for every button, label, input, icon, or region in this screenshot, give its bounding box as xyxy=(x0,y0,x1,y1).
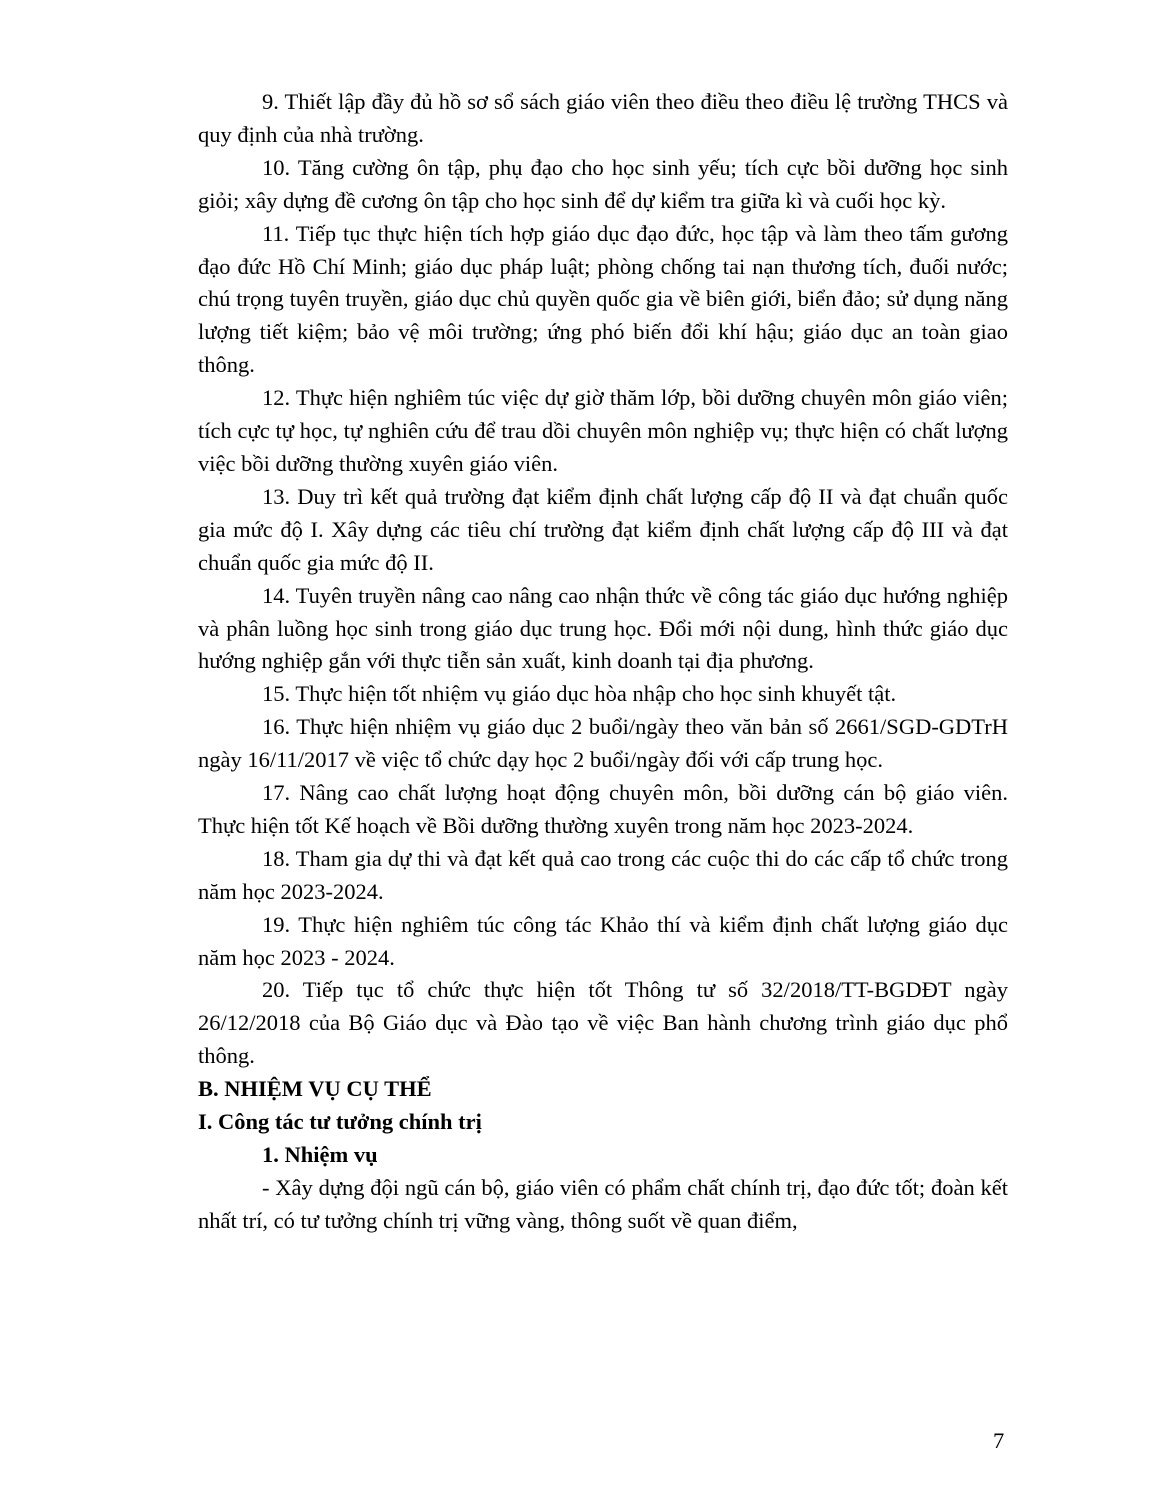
subsection-heading: I. Công tác tư tưởng chính trị xyxy=(198,1109,482,1135)
paragraph-item-20: 20. Tiếp tục tổ chức thực hiện tốt Thông tư số 32/2018/TT-BGDĐT ngày 26/12/2018 của Bộ Giáo dục và Đào tạo về việc Ban hành chương trình giáo dục phổ thông. xyxy=(198,977,1008,1069)
paragraph-item-13: 13. Duy trì kết quả trường đạt kiểm định chất lượng cấp độ II và đạt chuẩn quốc gia mức độ I. Xây dựng các tiêu chí trường đạt kiểm định chất lượng cấp độ III và đạt chuẩn quốc gia mức độ II. xyxy=(198,483,1008,575)
paragraph-item-14: 14. Tuyên truyền nâng cao nâng cao nhận thức về công tác giáo dục hướng nghiệp và phân luồng học sinh trong giáo dục trung học. Đổi mới nội dung, hình thức giáo dục hướng nghiệp gắn với thực tiễn sản xuất, kinh doanh tại địa phương. xyxy=(198,582,1008,674)
final-paragraph: - Xây dựng đội ngũ cán bộ, giáo viên có phẩm chất chính trị, đạo đức tốt; đoàn kết nhất trí, có tư tưởng chính trị vững vàng, thông suốt về quan điểm, xyxy=(198,1174,1008,1233)
paragraph-item-12: 12. Thực hiện nghiêm túc việc dự giờ thăm lớp, bồi dưỡng chuyên môn giáo viên; tích cực tự học, tự nghiên cứu để trau dồi chuyên môn nghiệp vụ; thực hiện có chất lượng việc bồi dưỡng thường xuyên giáo viên. xyxy=(198,385,1008,476)
item-heading: 1. Nhiệm vụ xyxy=(262,1142,378,1167)
paragraph-item-15: 15. Thực hiện tốt nhiệm vụ giáo dục hòa nhập cho học sinh khuyết tật. xyxy=(262,681,897,707)
paragraph-item-18: 18. Tham gia dự thi và đạt kết quả cao trong các cuộc thi do các cấp tổ chức trong năm học 2023-2024. xyxy=(198,845,1008,904)
page-number: 7 xyxy=(993,1428,1005,1453)
paragraph-item-17: 17. Nâng cao chất lượng hoạt động chuyên môn, bồi dưỡng cán bộ giáo viên. Thực hiện tốt Kế hoạch về Bồi dưỡng thường xuyên trong năm học 2023-2024. xyxy=(198,780,1008,838)
section-heading: B. NHIỆM VỤ CỤ THỂ xyxy=(198,1076,432,1102)
paragraph-item-11: 11. Tiếp tục thực hiện tích hợp giáo dục đạo đức, học tập và làm theo tấm gương đạo đức Hồ Chí Minh; giáo dục pháp luật; phòng chống tai nạn thương tích, đuối nước; chú trọng tuyên truyền, giáo dục chủ quyền quốc gia về biên giới, biển đảo; sử dụng năng lượng tiết kiệm; bảo vệ môi trường; ứng phó biến đổi khí hậu; giáo dục an toàn giao thông. xyxy=(198,220,1008,378)
page-body xyxy=(198,86,1008,1238)
paragraph-item-19: 19. Thực hiện nghiêm túc công tác Khảo thí và kiểm định chất lượng giáo dục năm học 2023 - 2024. xyxy=(198,911,1008,970)
paragraph-item-10: 10. Tăng cường ôn tập, phụ đạo cho học sinh yếu; tích cực bồi dưỡng học sinh giỏi; xây dựng đề cương ôn tập cho học sinh để dự kiểm tra giữa kì và cuối học kỳ. xyxy=(198,154,1008,213)
paragraph-item-9: 9. Thiết lập đầy đủ hồ sơ sổ sách giáo viên theo điều theo điều lệ trường THCS và quy định của nhà trường. xyxy=(198,89,1008,147)
paragraph-item-16: 16. Thực hiện nhiệm vụ giáo dục 2 buổi/ngày theo văn bản số 2661/SGD-GDTrH ngày 16/11/2017 về việc tổ chức dạy học 2 buổi/ngày đối với cấp trung học. xyxy=(198,714,1008,773)
